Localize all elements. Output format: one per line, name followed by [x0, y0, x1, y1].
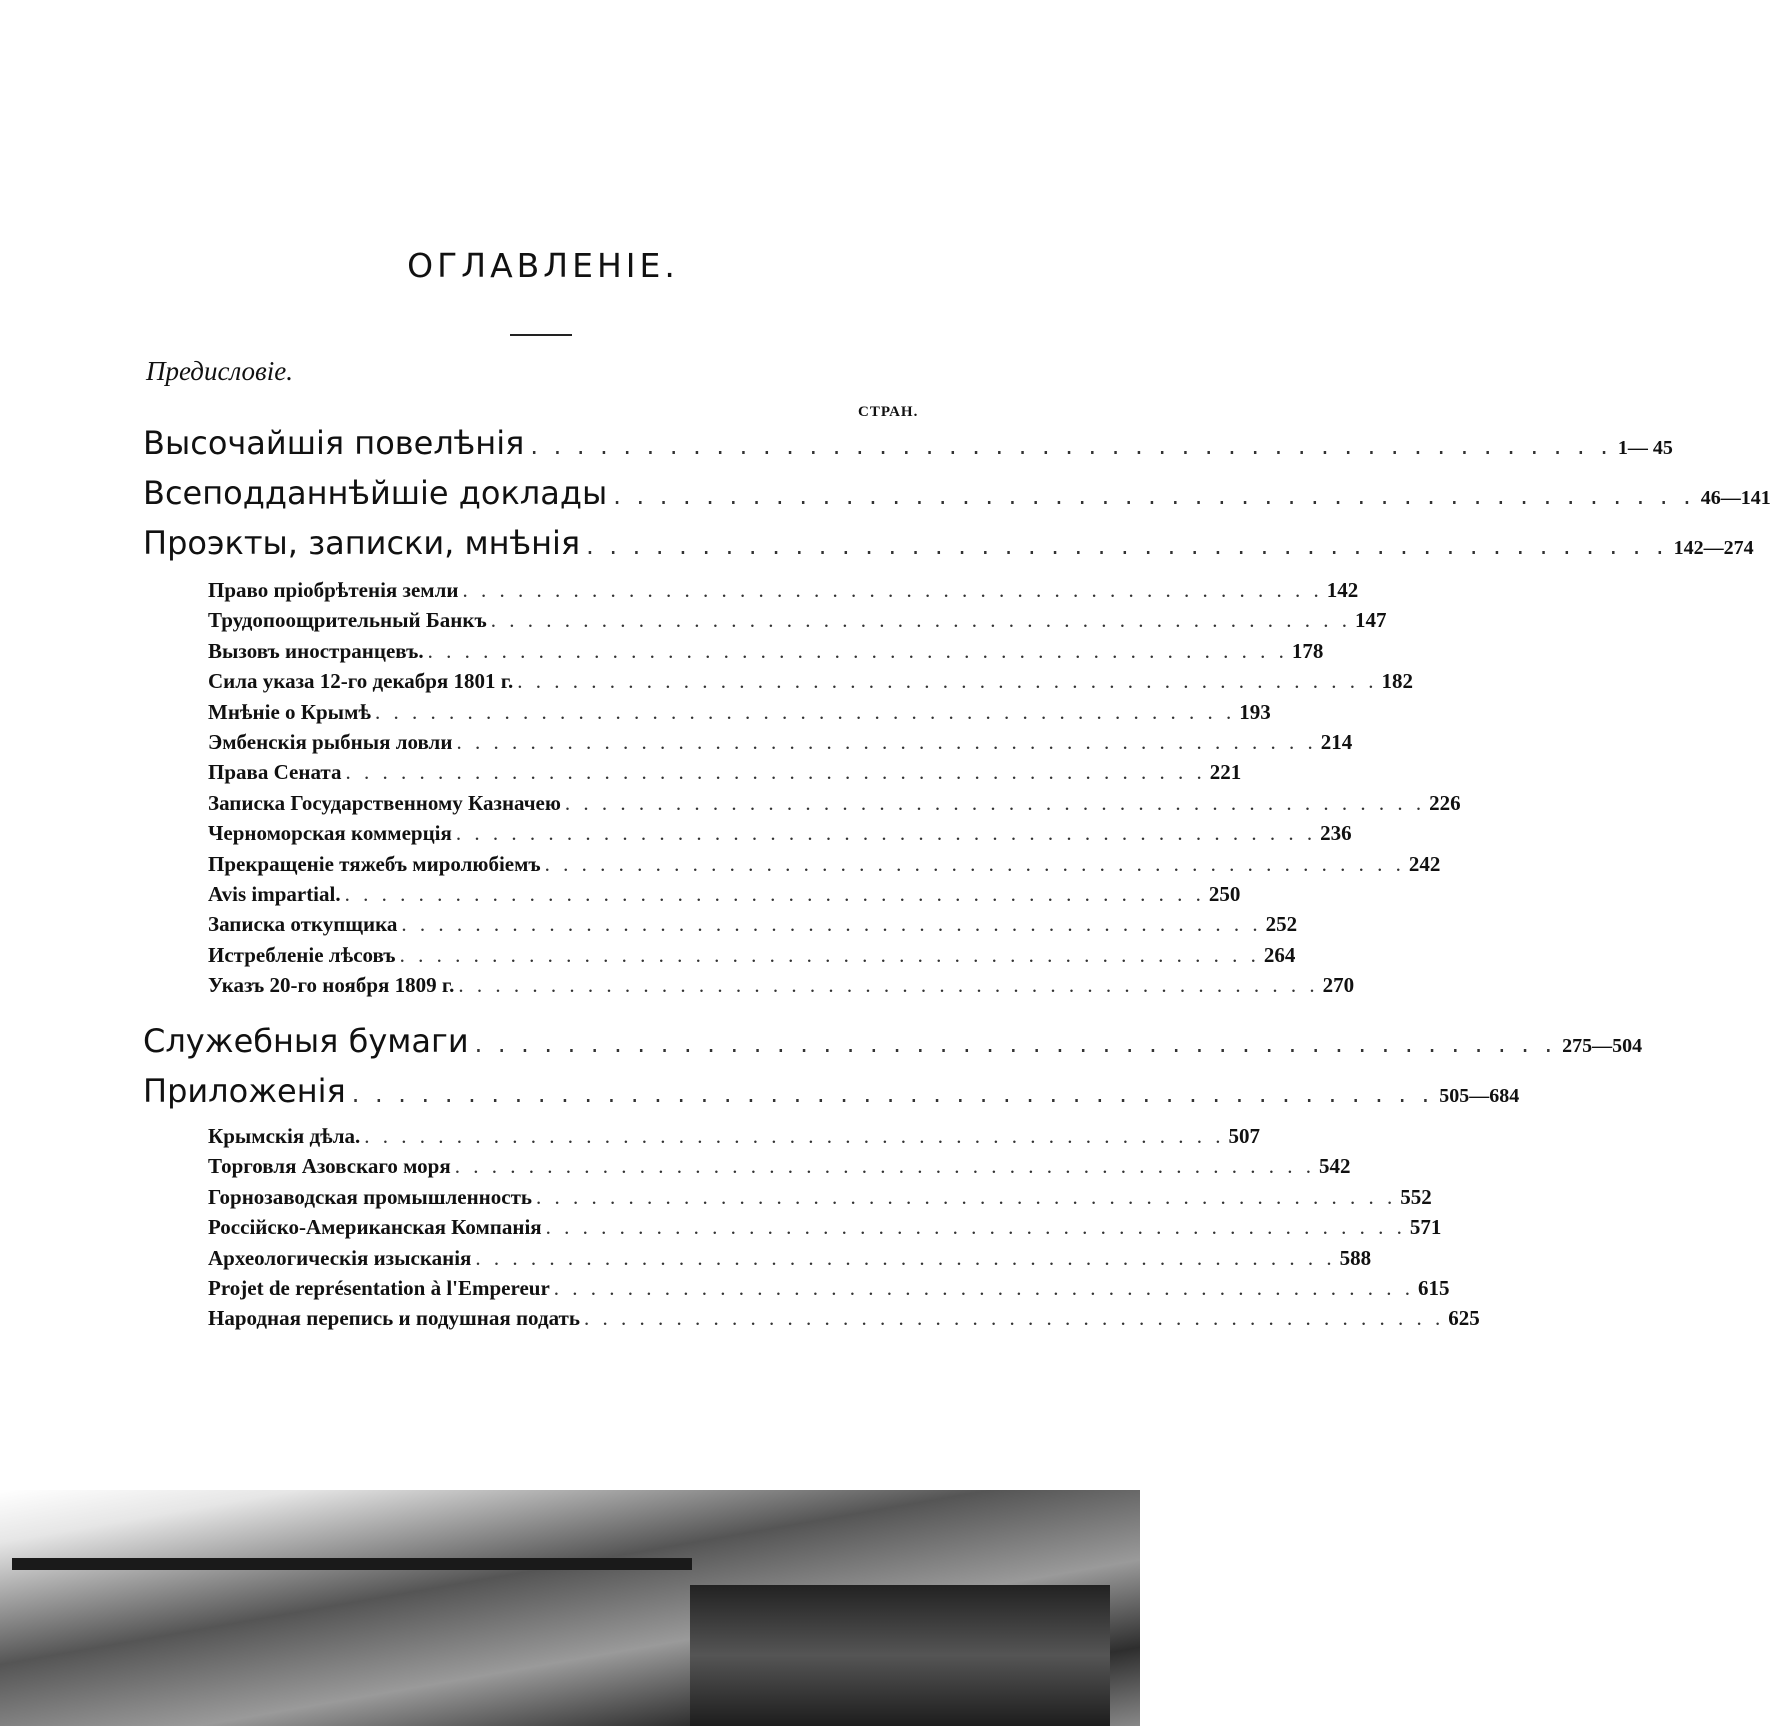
list-item: Истребленіе лѣсовъ . . . . . . . . . . . . . . . . . . . . . . . . . . . . . . . . . . . . . . . . . . . . . . . 264 [208, 942, 1296, 967]
page-column-header: СТРАН. [858, 404, 919, 420]
list-item: Россійско-Американская Компанія . . . . . . . . . . . . . . . . . . . . . . . . . . . . . . . . . . . . . . . . . . . . . . . 571 [208, 1215, 1442, 1240]
list-item: Мнѣніе о Крымѣ . . . . . . . . . . . . . . . . . . . . . . . . . . . . . . . . . . . . . . . . . . . . . . . 193 [208, 699, 1271, 724]
scan-artifact-block [690, 1585, 1110, 1726]
list-item: Сила указа 12-го декабря 1801 г. . . . . . . . . . . . . . . . . . . . . . . . . . . . . . . . . . . . . . . . . . . . . . . . 182 [208, 669, 1413, 694]
section-title: Высочайшія повелѣнія [143, 424, 525, 462]
subsection-list [208, 1124, 1480, 1337]
dot-leader: . . . . . . . . . . . . . . . . . . . . . . . . . . . . . . . . . . . . . . . . . . . . . . . [474, 1030, 1557, 1058]
list-item: Крымскія дѣла. . . . . . . . . . . . . . . . . . . . . . . . . . . . . . . . . . . . . . . . . . . . . . . . 507 [208, 1124, 1260, 1148]
section-heading [143, 424, 1673, 462]
section-title: Служебныя бумаги [143, 1022, 469, 1060]
section-pages: 275—504 [1562, 1035, 1643, 1057]
section-heading [143, 1022, 1643, 1060]
page-title: ОГЛАВЛЕНІЕ. [407, 246, 679, 285]
section-pages: 1— 45 [1617, 437, 1673, 459]
list-item: Народная перепись и подушная подать . . . . . . . . . . . . . . . . . . . . . . . . . . . . . . . . . . . . . . . . . . . . . . . 625 [208, 1306, 1480, 1331]
list-item: Горнозаводская промышленность . . . . . . . . . . . . . . . . . . . . . . . . . . . . . . . . . . . . . . . . . . . . . . . 552 [208, 1184, 1432, 1209]
section-title: Проэкты, записки, мнѣнія [143, 524, 581, 562]
list-item: Трудопоощрительный Банкъ . . . . . . . . . . . . . . . . . . . . . . . . . . . . . . . . . . . . . . . . . . . . . . . 147 [208, 608, 1387, 633]
list-item: Projet de représentation à l'Empereur . . . . . . . . . . . . . . . . . . . . . . . . . . . . . . . . . . . . . . . . . . . . . . . 615 [208, 1275, 1450, 1300]
title-divider [510, 334, 572, 336]
preface-heading: Предисловіе. [146, 356, 294, 386]
list-item: Археологическія изысканія . . . . . . . . . . . . . . . . . . . . . . . . . . . . . . . . . . . . . . . . . . . . . . . 588 [208, 1245, 1372, 1270]
dot-leader: . . . . . . . . . . . . . . . . . . . . . . . . . . . . . . . . . . . . . . . . . . . . . . . [351, 1080, 1434, 1108]
list-item: Торговля Азовскаго моря . . . . . . . . . . . . . . . . . . . . . . . . . . . . . . . . . . . . . . . . . . . . . . . 542 [208, 1154, 1351, 1179]
dot-leader: . . . . . . . . . . . . . . . . . . . . . . . . . . . . . . . . . . . . . . . . . . . . . . . [586, 532, 1668, 560]
dot-leader: . . . . . . . . . . . . . . . . . . . . . . . . . . . . . . . . . . . . . . . . . . . . . . . [613, 482, 1695, 510]
section-heading [143, 1072, 1520, 1110]
section-title: Всеподданнѣйшіе доклады [143, 474, 608, 512]
list-item: Записка Государственному Казначею . . . . . . . . . . . . . . . . . . . . . . . . . . . . . . . . . . . . . . . . . . . . . . . 226 [208, 790, 1461, 815]
list-item: Черноморская коммерція . . . . . . . . . . . . . . . . . . . . . . . . . . . . . . . . . . . . . . . . . . . . . . . 236 [208, 821, 1352, 846]
section-heading [143, 474, 1771, 512]
subsection-list [208, 578, 1461, 1003]
list-item: Прекращеніе тяжебъ миролюбіемъ . . . . . . . . . . . . . . . . . . . . . . . . . . . . . . . . . . . . . . . . . . . . . . . 242 [208, 851, 1441, 876]
section-pages: 505—684 [1439, 1085, 1520, 1107]
list-item: Указъ 20-го ноября 1809 г. . . . . . . . . . . . . . . . . . . . . . . . . . . . . . . . . . . . . . . . . . . . . . . . 270 [208, 973, 1355, 998]
scan-artifact-bar [12, 1558, 692, 1570]
section-heading [143, 524, 1754, 562]
section-pages: 142—274 [1673, 537, 1754, 559]
list-item: Эмбенскія рыбныя ловли . . . . . . . . . . . . . . . . . . . . . . . . . . . . . . . . . . . . . . . . . . . . . . . 214 [208, 729, 1353, 754]
section-title: Приложенія [143, 1072, 346, 1110]
list-item: Avis impartial. . . . . . . . . . . . . . . . . . . . . . . . . . . . . . . . . . . . . . . . . . . . . . . . 250 [208, 881, 1241, 906]
list-item: Вызовъ иностранцевъ. . . . . . . . . . . . . . . . . . . . . . . . . . . . . . . . . . . . . . . . . . . . . . . . 178 [208, 638, 1324, 663]
list-item: Записка откупщика . . . . . . . . . . . . . . . . . . . . . . . . . . . . . . . . . . . . . . . . . . . . . . . 252 [208, 912, 1298, 937]
dot-leader: . . . . . . . . . . . . . . . . . . . . . . . . . . . . . . . . . . . . . . . . . . . . . . . [530, 432, 1612, 460]
list-item: Право пріобрѣтенія земли . . . . . . . . . . . . . . . . . . . . . . . . . . . . . . . . . . . . . . . . . . . . . . . 142 [208, 578, 1359, 602]
section-pages: 46—141 [1700, 487, 1771, 509]
list-item: Права Сената . . . . . . . . . . . . . . . . . . . . . . . . . . . . . . . . . . . . . . . . . . . . . . . 221 [208, 760, 1242, 785]
